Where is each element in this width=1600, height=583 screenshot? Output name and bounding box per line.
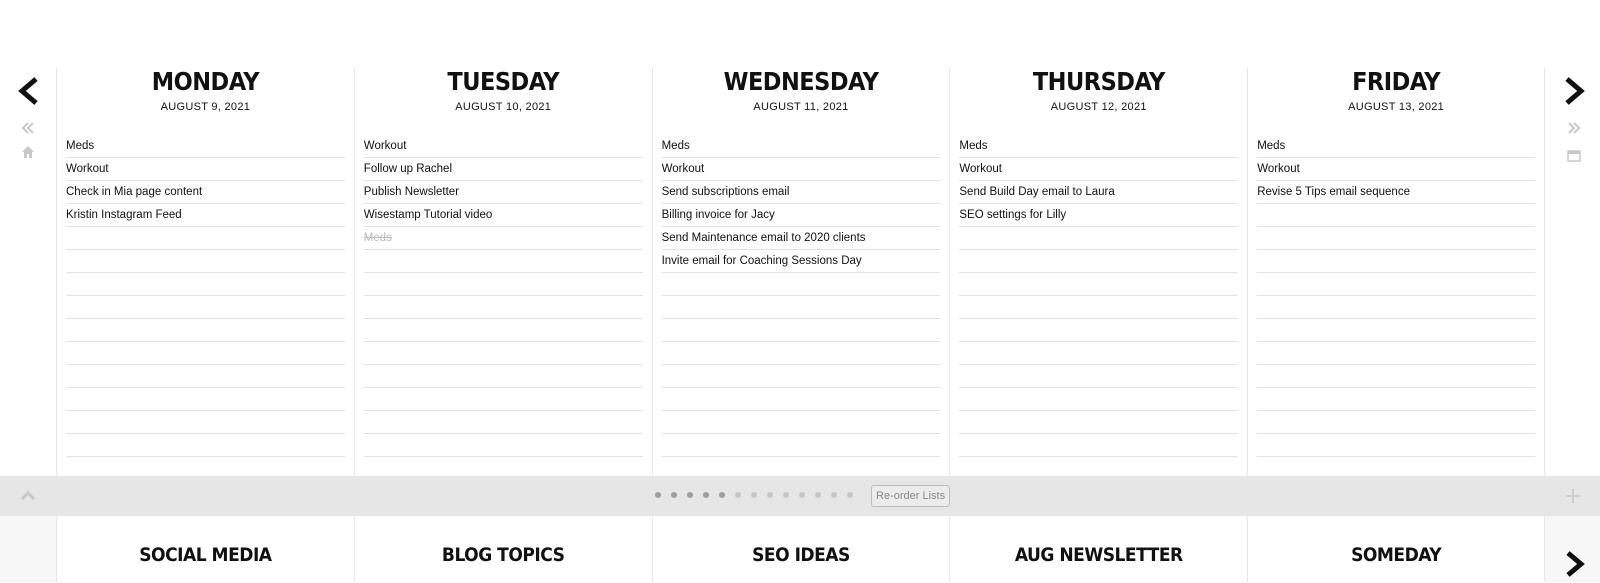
empty-task-row[interactable]	[959, 411, 1238, 434]
page-dot[interactable]	[815, 492, 821, 498]
day-name: THURSDAY	[1032, 67, 1165, 96]
empty-task-row[interactable]	[364, 250, 643, 273]
page-dot[interactable]	[847, 492, 853, 498]
empty-task-row[interactable]	[364, 342, 643, 365]
custom-lists	[56, 516, 1545, 582]
empty-task-row[interactable]	[66, 250, 345, 273]
empty-task-row[interactable]	[66, 319, 345, 342]
empty-task-row[interactable]	[364, 411, 643, 434]
task-item[interactable]: Publish Newsletter	[364, 181, 643, 204]
day-column-thursday	[949, 68, 1247, 476]
page-dot[interactable]	[719, 492, 725, 498]
next-week-icon[interactable]	[1559, 76, 1589, 106]
task-item[interactable]: Send subscriptions email	[662, 181, 941, 204]
empty-task-row[interactable]	[66, 296, 345, 319]
reorder-lists-button[interactable]: Re-order Lists	[871, 485, 950, 507]
empty-task-row[interactable]	[959, 296, 1238, 319]
empty-task-row[interactable]	[959, 319, 1238, 342]
task-list	[1257, 135, 1535, 457]
list-title[interactable]: SOCIAL MEDIA	[56, 516, 354, 582]
empty-task-row[interactable]	[662, 296, 941, 319]
empty-task-row[interactable]	[1257, 434, 1535, 457]
empty-task-row[interactable]	[1257, 227, 1535, 250]
day-column-wednesday	[652, 68, 950, 476]
day-date: AUGUST 10, 2021	[455, 101, 552, 113]
task-item[interactable]: SEO settings for Lilly	[959, 204, 1238, 227]
task-list	[662, 135, 941, 457]
next-lists-icon[interactable]	[1560, 550, 1588, 578]
empty-task-row[interactable]	[1257, 273, 1535, 296]
empty-task-row[interactable]	[364, 365, 643, 388]
list-title[interactable]: SEO IDEAS	[652, 516, 950, 582]
task-item[interactable]: Workout	[662, 158, 941, 181]
page-dot[interactable]	[735, 492, 741, 498]
page-dot[interactable]	[703, 492, 709, 498]
empty-task-row[interactable]	[364, 273, 643, 296]
task-item[interactable]: Billing invoice for Jacy	[662, 204, 941, 227]
day-column-monday	[56, 68, 354, 476]
empty-task-row[interactable]	[364, 319, 643, 342]
empty-task-row[interactable]	[66, 365, 345, 388]
task-item[interactable]: Meds	[1257, 135, 1535, 158]
list-title[interactable]: AUG NEWSLETTER	[949, 516, 1247, 582]
empty-task-row[interactable]	[66, 273, 345, 296]
empty-task-row[interactable]	[662, 319, 941, 342]
empty-task-row[interactable]	[662, 342, 941, 365]
empty-task-row[interactable]	[1257, 411, 1535, 434]
calendar-icon[interactable]	[1566, 148, 1582, 164]
empty-task-row[interactable]	[66, 434, 345, 457]
task-item[interactable]: Workout	[959, 158, 1238, 181]
task-item[interactable]: Send Maintenance email to 2020 clients	[662, 227, 941, 250]
day-column-tuesday	[354, 68, 652, 476]
task-item[interactable]: Meds	[959, 135, 1238, 158]
page-dot[interactable]	[655, 492, 661, 498]
empty-task-row[interactable]	[662, 365, 941, 388]
empty-task-row[interactable]	[66, 411, 345, 434]
task-item[interactable]: Workout	[364, 135, 643, 158]
empty-task-row[interactable]	[1257, 296, 1535, 319]
task-item[interactable]: Revise 5 Tips email sequence	[1257, 181, 1535, 204]
task-item[interactable]: Check in Mia page content	[66, 181, 345, 204]
day-date: AUGUST 9, 2021	[160, 101, 251, 113]
empty-task-row[interactable]	[364, 296, 643, 319]
task-item[interactable]: Meds	[364, 227, 643, 250]
empty-task-row[interactable]	[662, 273, 941, 296]
list-title[interactable]: SOMEDAY	[1247, 516, 1545, 582]
empty-task-row[interactable]	[1257, 319, 1535, 342]
empty-task-row[interactable]	[66, 342, 345, 365]
page-dot[interactable]	[831, 492, 837, 498]
page-dot[interactable]	[671, 492, 677, 498]
task-item[interactable]: Meds	[662, 135, 941, 158]
task-item[interactable]: Meds	[66, 135, 345, 158]
day-name: FRIDAY	[1352, 67, 1441, 96]
custom-lists-row	[0, 516, 1600, 582]
task-item[interactable]: Send Build Day email to Laura	[959, 181, 1238, 204]
task-list	[959, 135, 1238, 457]
day-date: AUGUST 11, 2021	[753, 101, 849, 113]
page-dot[interactable]	[799, 492, 805, 498]
empty-task-row[interactable]	[66, 388, 345, 411]
task-item[interactable]: Kristin Instagram Feed	[66, 204, 345, 227]
empty-task-row[interactable]	[364, 388, 643, 411]
day-date: AUGUST 13, 2021	[1348, 101, 1445, 113]
day-name: TUESDAY	[447, 67, 560, 96]
task-list	[364, 135, 643, 457]
home-icon[interactable]	[20, 144, 36, 160]
day-date: AUGUST 12, 2021	[1050, 101, 1147, 113]
week-view	[56, 68, 1545, 476]
empty-task-row[interactable]	[662, 434, 941, 457]
double-chevron-left-icon[interactable]	[20, 120, 36, 136]
empty-task-row[interactable]	[1257, 342, 1535, 365]
task-item[interactable]: Wisestamp Tutorial video	[364, 204, 643, 227]
list-page-dots	[655, 492, 853, 498]
empty-task-row[interactable]	[1257, 365, 1535, 388]
collapse-chevron-up-icon[interactable]	[20, 488, 36, 504]
add-list-icon[interactable]	[1565, 488, 1581, 504]
right-rail	[1545, 0, 1600, 476]
empty-task-row[interactable]	[959, 388, 1238, 411]
empty-task-row[interactable]	[959, 434, 1238, 457]
previous-week-icon[interactable]	[14, 76, 44, 106]
task-item[interactable]: Follow up Rachel	[364, 158, 643, 181]
empty-task-row[interactable]	[959, 250, 1238, 273]
list-toolbar	[0, 476, 1600, 516]
empty-task-row[interactable]	[1257, 250, 1535, 273]
empty-task-row[interactable]	[959, 273, 1238, 296]
double-chevron-right-icon[interactable]	[1566, 120, 1582, 136]
page-dot[interactable]	[751, 492, 757, 498]
day-name: WEDNESDAY	[723, 67, 879, 96]
task-item[interactable]: Workout	[1257, 158, 1535, 181]
empty-task-row[interactable]	[662, 411, 941, 434]
empty-task-row[interactable]	[364, 434, 643, 457]
empty-task-row[interactable]	[959, 227, 1238, 250]
empty-task-row[interactable]	[959, 342, 1238, 365]
day-column-friday	[1247, 68, 1545, 476]
task-list	[66, 135, 345, 457]
left-rail	[0, 0, 56, 476]
day-name: MONDAY	[151, 67, 260, 96]
empty-task-row[interactable]	[1257, 204, 1535, 227]
empty-task-row[interactable]	[1257, 388, 1535, 411]
page-dot[interactable]	[687, 492, 693, 498]
empty-task-row[interactable]	[662, 388, 941, 411]
task-item[interactable]: Workout	[66, 158, 345, 181]
empty-task-row[interactable]	[66, 227, 345, 250]
empty-task-row[interactable]	[959, 365, 1238, 388]
page-dot[interactable]	[783, 492, 789, 498]
page-dot[interactable]	[767, 492, 773, 498]
task-item[interactable]: Invite email for Coaching Sessions Day	[662, 250, 941, 273]
list-title[interactable]: BLOG TOPICS	[354, 516, 652, 582]
